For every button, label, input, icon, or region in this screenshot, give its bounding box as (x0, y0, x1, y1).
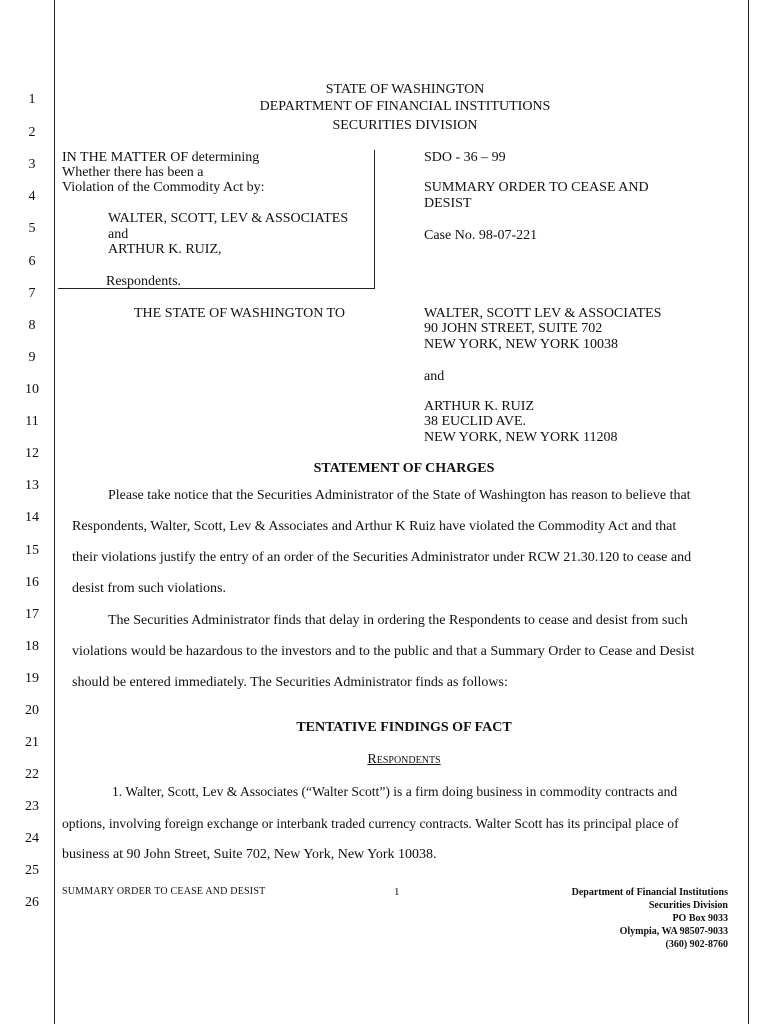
paragraph-line: business at 90 John Street, Suite 702, New York, New York 10038. (62, 847, 437, 862)
line-number: 24 (25, 831, 39, 846)
line-number: 13 (25, 478, 39, 493)
paragraph-line: The Securities Administrator finds that delay in ordering the Respondents to cease and desist from such (108, 613, 688, 628)
matter-line: IN THE MATTER OF determining (62, 150, 260, 165)
statement-heading: STATEMENT OF CHARGES (313, 461, 495, 476)
respondents-label: Respondents. (106, 274, 182, 289)
respondent-individual: ARTHUR K. RUIZ, (108, 242, 222, 257)
paragraph-line: Respondents, Walter, Scott, Lev & Associates and Arthur K Ruiz have violated the Commodity Act and that (72, 519, 677, 534)
line-number: 17 (25, 607, 39, 622)
paragraph-line: desist from such violations. (72, 581, 226, 596)
line-number: 3 (28, 157, 36, 172)
line-number: 20 (25, 703, 39, 718)
footer-city: Olympia, WA 98507-9033 (619, 926, 728, 937)
line-number: 7 (28, 286, 36, 301)
document-title: DESIST (424, 196, 472, 211)
paragraph-line: violations would be hazardous to the investors and to the public and that a Summary Order to Cease and Desist (72, 644, 695, 659)
line-number: 5 (28, 221, 36, 236)
right-margin-rule (748, 0, 749, 1024)
caption-and: and (108, 227, 129, 242)
paragraph-line: 1. Walter, Scott, Lev & Associates (“Walter Scott”) is a firm doing business in commodity contracts and (112, 784, 678, 799)
line-number: 26 (25, 895, 39, 910)
line-number: 21 (25, 735, 39, 750)
respondent-firm: WALTER, SCOTT, LEV & ASSOCIATES (108, 211, 349, 226)
line-number: 11 (25, 414, 39, 429)
paragraph-line: options, involving foreign exchange or interbank traded currency contracts. Walter Scott has its principal place of (62, 816, 679, 831)
line-number: 18 (25, 639, 39, 654)
footer-po-box: PO Box 9033 (672, 913, 728, 924)
paragraph-line: their violations justify the entry of an order of the Securities Administrator under RCW 21.30.120 to cease and (72, 550, 692, 565)
addressed-to: THE STATE OF WASHINGTON TO (134, 306, 345, 321)
line-number: 4 (28, 189, 36, 204)
order-number: SDO - 36 – 99 (424, 150, 506, 165)
document-title: SUMMARY ORDER TO CEASE AND (424, 180, 649, 195)
left-margin-rule (54, 0, 55, 1024)
address-and: and (424, 369, 445, 384)
respondents-subheading-text: Respondents (367, 752, 441, 767)
paragraph-line: should be entered immediately. The Securities Administrator finds as follows: (72, 675, 508, 690)
address-line: NEW YORK, NEW YORK 11208 (424, 430, 618, 445)
line-number: 25 (25, 863, 39, 878)
line-number: 19 (25, 671, 39, 686)
findings-heading: TENTATIVE FINDINGS OF FACT (296, 720, 512, 735)
line-number: 16 (25, 575, 39, 590)
line-number: 6 (28, 254, 36, 269)
footer-agency-address (500, 886, 728, 951)
line-number: 14 (25, 510, 39, 525)
address-line: WALTER, SCOTT LEV & ASSOCIATES (424, 306, 662, 321)
line-number: 12 (25, 446, 39, 461)
line-number: 9 (28, 350, 36, 365)
address-line: NEW YORK, NEW YORK 10038 (424, 337, 619, 352)
footer-org: Department of Financial Institutions (571, 887, 728, 898)
line-number: 15 (25, 543, 39, 558)
address-line: ARTHUR K. RUIZ (424, 399, 534, 414)
footer-division: Securities Division (648, 900, 728, 911)
header-division: SECURITIES DIVISION (332, 118, 478, 133)
line-number: 10 (25, 382, 39, 397)
matter-line: Whether there has been a (62, 165, 204, 180)
matter-line: Violation of the Commodity Act by: (62, 180, 265, 195)
line-number: 22 (25, 767, 39, 782)
header-department: DEPARTMENT OF FINANCIAL INSTITUTIONS (259, 99, 551, 114)
line-number: 8 (28, 318, 36, 333)
line-number: 2 (28, 125, 36, 140)
header-state: STATE OF WASHINGTON (325, 82, 485, 97)
address-line: 90 JOHN STREET, SUITE 702 (424, 321, 603, 336)
case-number: Case No. 98-07-221 (424, 228, 538, 243)
footer-document-title: SUMMARY ORDER TO CEASE AND DESIST (62, 886, 266, 897)
address-line: 38 EUCLID AVE. (424, 414, 527, 429)
footer-phone: (360) 902-8760 (665, 939, 728, 950)
footer-page-number: 1 (394, 886, 400, 898)
respondents-subheading (0, 752, 770, 768)
line-number: 23 (25, 799, 39, 814)
line-number: 1 (28, 92, 36, 107)
paragraph-line: Please take notice that the Securities Administrator of the State of Washington has reason to believe that (108, 488, 691, 503)
